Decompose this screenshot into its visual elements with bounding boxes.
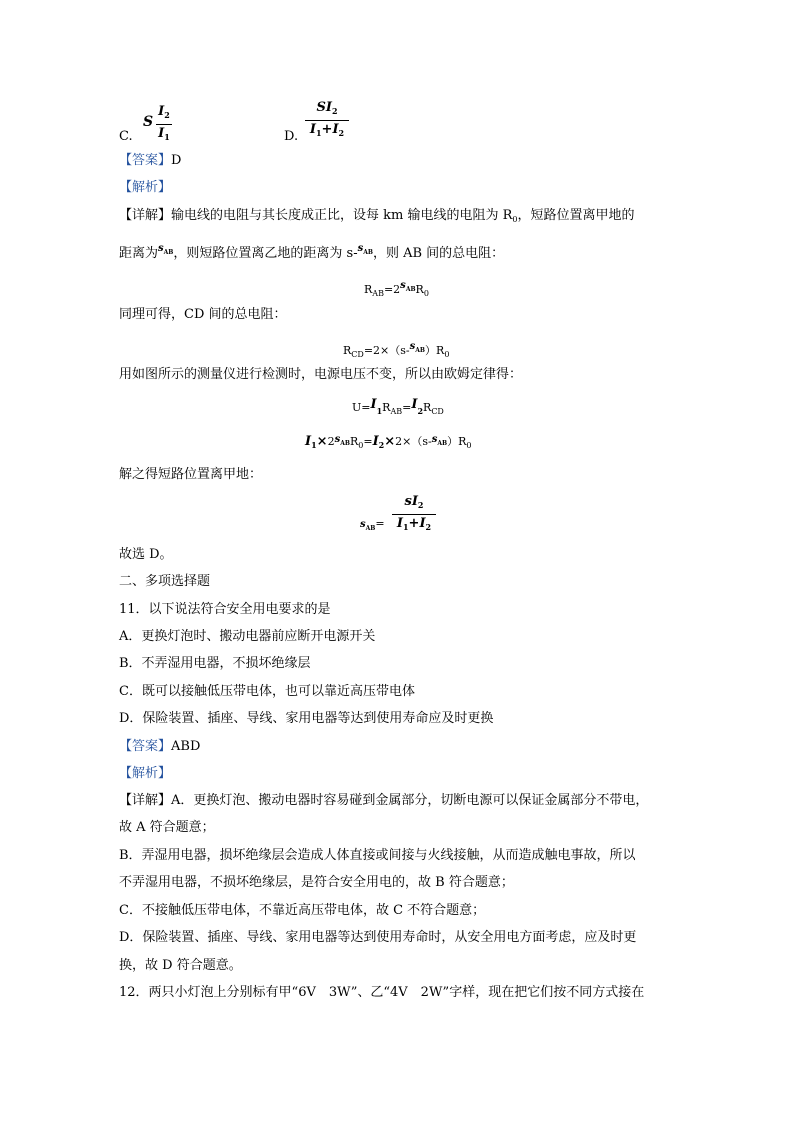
equation-u: $U=I_1R_{AB}=I_2R_{CD}$ [352, 397, 444, 416]
answer-value: ABD [171, 739, 201, 754]
q10-detail-line2: 距离为$^{s_{AB}}$，则短路位置离乙地的距离为 s-$^{s_{AB}}$，则 AB 间的总电阻： [119, 243, 505, 261]
option-d-label: D. [284, 129, 299, 144]
equation-rab: $R_{AB}=2s_{AB}R_0$ [364, 280, 429, 298]
option-c-fraction [156, 104, 172, 145]
q12-stem: 12．两只小灯泡上分别标有甲“6V 3W”、乙“4V 2W”字样，现在把它们按不同方式接在 [119, 985, 645, 1000]
q10-answer [119, 152, 181, 170]
option-c-numerator: $I_2$ [158, 104, 170, 120]
q11-analysis-tag: 【解析】 [119, 766, 172, 781]
q11-option-d: D．保险装置、插座、导线、家用电器等达到使用寿命应及时更换 [119, 711, 494, 726]
q10-same-text: 同理可得，CD 间的总电阻： [119, 307, 287, 322]
q11-detail-d1: D．保险装置、插座、导线、家用电器等达到使用寿命时，从安全用电方面考虑，应及时更 [119, 930, 637, 945]
q10-analysis-tag: 【解析】 [119, 180, 172, 195]
q11-detail-a1: 【详解】A．更换灯泡、搬动电器时容易碰到金属部分，切断电源可以保证金属部分不带电， [119, 793, 649, 808]
q11-detail-a2: 故 A 符合题意； [119, 820, 215, 835]
equation-expanded: $I_1\times 2s_{AB}R_0=I_2\times 2\times(s-s_{AB})R_0$ [305, 434, 472, 450]
detail-tag: 【详解】 [119, 208, 172, 223]
answer-tag: 【答案】 [119, 153, 172, 168]
q11-detail-b1: B．弄湿用电器，损坏绝缘层会造成人体直接或间接与火线接触，从而造成触电事故，所以 [119, 848, 636, 863]
q10-detail-line1: 【详解】输电线的电阻与其长度成正比，设每 km 输电线的电阻为 $R_0$，短路位置离甲地的 [119, 208, 635, 224]
s-ab-symbol: sAB [357, 243, 373, 256]
answer-tag: 【答案】 [119, 739, 172, 754]
detail-tag: 【详解】 [119, 793, 172, 808]
option-d-numerator: $SI_2$ [316, 100, 338, 116]
q11-detail-d2: 换，故 D 符合题意。 [119, 958, 242, 973]
q11-stem: 11．以下说法符合安全用电要求的是 [119, 602, 331, 617]
q10-choose: 故选 D。 [119, 547, 173, 562]
s-ab-symbol: sAB [158, 243, 174, 256]
option-c-denominator: $I_1$ [158, 126, 170, 142]
option-c-label: C. [119, 129, 133, 144]
q11-option-b: B．不弄湿用电器，不损坏绝缘层 [119, 656, 311, 671]
option-d-denominator: $I_1+I_2$ [309, 122, 345, 138]
q11-detail-c: C．不接触低压带电体，不靠近高压带电体，故 C 不符合题意； [119, 903, 486, 918]
q11-answer [119, 738, 200, 756]
q10-solve-text: 解之得短路位置离甲地： [119, 467, 263, 482]
equation-rcd: $R_{CD}=2\times(s-s_{AB})R_0$ [343, 341, 450, 359]
answer-value: D [171, 153, 182, 168]
q10-ohm-text: 用如图所示的测量仪进行检测时，电源电压不变，所以由欧姆定律得： [119, 367, 523, 382]
section-title: 二、多项选择题 [119, 574, 211, 589]
option-c-prefix: S [143, 114, 154, 130]
q11-detail-b2: 不弄湿用电器，不损坏绝缘层，是符合安全用电的，故 B 符合题意； [119, 875, 514, 890]
q11-option-a: A．更换灯泡时、搬动电器前应断开电源开关 [119, 629, 376, 644]
s-ab-symbol: $s_{AB}=$ [360, 517, 385, 532]
final-fraction: $sI_2$ $I_1+I_2$ [392, 494, 436, 535]
option-d-fraction [305, 100, 349, 141]
q11-option-c: C．既可以接触低压带电体，也可以靠近高压带电体 [119, 684, 415, 699]
